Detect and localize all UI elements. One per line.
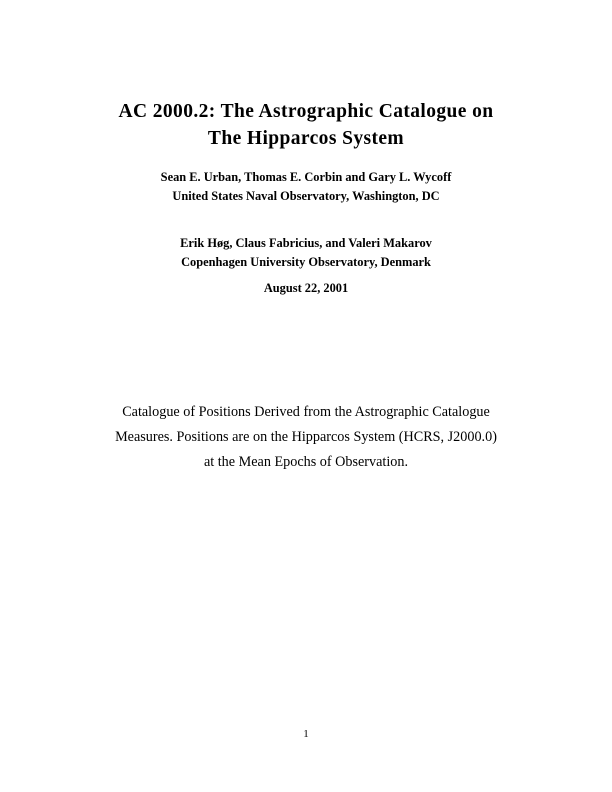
abstract	[76, 400, 536, 475]
abstract-line-1: Catalogue of Positions Derived from the Astrographic Catalogue	[122, 404, 490, 420]
author-group-primary	[86, 168, 526, 206]
title-line-1: AC 2000.2: The Astrographic Catalogue on	[118, 101, 494, 122]
author-names-primary: Sean E. Urban, Thomas E. Corbin and Gary L. Wycoff	[160, 170, 452, 184]
page-title	[86, 98, 526, 152]
abstract-line-2: Measures. Positions are on the Hipparcos System (HCRS, J2000.0)	[115, 429, 497, 445]
title-line-2: The Hipparcos System	[207, 128, 405, 149]
author-group-secondary	[86, 234, 526, 272]
page-number: 1	[303, 728, 309, 740]
abstract-line-3: at the Mean Epochs of Observation.	[203, 454, 409, 470]
publication-date: August 22, 2001	[263, 281, 349, 295]
author-affiliation-primary: United States Naval Observatory, Washington, DC	[172, 189, 440, 203]
author-affiliation-secondary: Copenhagen University Observatory, Denmark	[181, 255, 431, 269]
author-names-secondary: Erik Høg, Claus Fabricius, and Valeri Makarov	[180, 236, 432, 250]
